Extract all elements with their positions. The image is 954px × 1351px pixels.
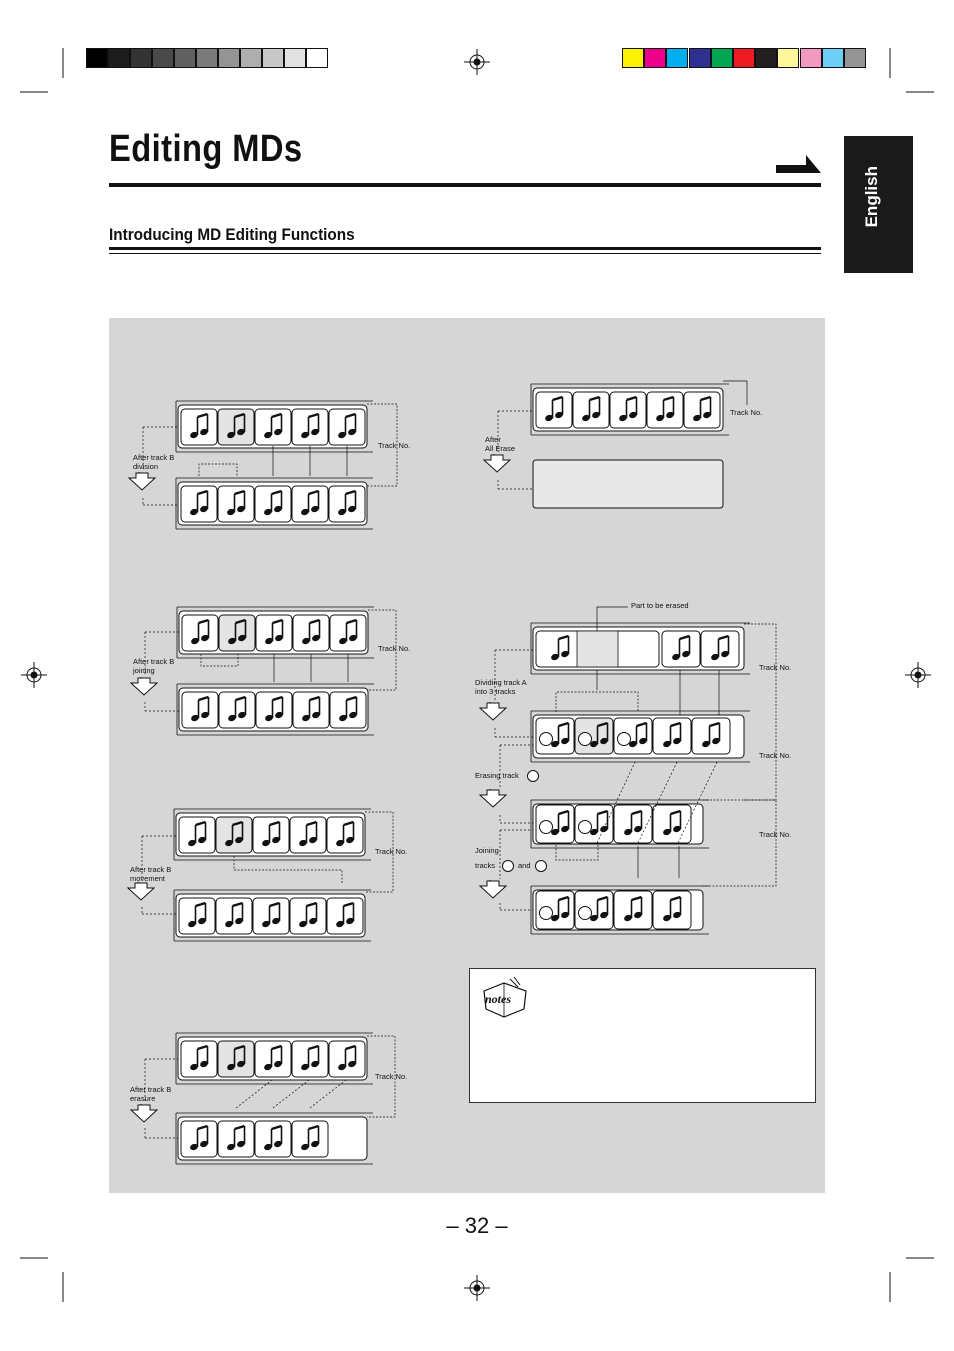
track-letter-circle — [540, 907, 553, 920]
tracks-label: tracks — [475, 861, 496, 870]
track-cell — [292, 486, 328, 522]
movement-label: After track B movement — [130, 865, 172, 883]
track-cell — [653, 805, 691, 843]
partial-track-label-3: Track No. — [759, 830, 792, 839]
track-cell — [290, 817, 326, 853]
track-cell — [327, 817, 363, 853]
track-letter-circle — [618, 733, 631, 746]
track-cell — [701, 631, 739, 667]
joining-label: After track B joining — [133, 657, 175, 675]
track-cell — [653, 718, 691, 754]
notes-box — [469, 968, 816, 1103]
svg-text:notes: notes — [485, 992, 512, 1006]
track-cell — [573, 392, 609, 428]
erasure-label: After track B erasure — [130, 1085, 172, 1103]
track-cell — [330, 615, 366, 651]
track-cell — [253, 817, 289, 853]
section-heading: Introducing MD Editing Functions — [109, 225, 355, 244]
track-cell — [219, 692, 255, 728]
track-cell — [182, 615, 218, 651]
track-cell — [327, 898, 363, 934]
track-letter-circle — [579, 907, 592, 920]
movement-track-label: Track No. — [375, 847, 408, 856]
track-cell — [329, 409, 365, 445]
track-cell — [292, 1041, 328, 1077]
track-cell — [181, 1041, 217, 1077]
track-cell — [662, 631, 700, 667]
erasing-track-label: Erasing track — [475, 771, 519, 780]
track-cell — [329, 1041, 365, 1077]
erasure-track-label: Track No. — [375, 1072, 408, 1081]
track-cell — [255, 1041, 291, 1077]
track-letter-circle — [540, 733, 553, 746]
division-label: After track B division — [133, 453, 175, 471]
track-letter-circle — [540, 821, 553, 834]
and-label: and — [518, 861, 531, 870]
track-cell — [614, 805, 652, 843]
track-cell — [293, 615, 329, 651]
all-erase-diagram — [484, 381, 747, 508]
track-cell — [181, 486, 217, 522]
track-cell — [216, 817, 252, 853]
track-cell — [182, 692, 218, 728]
track-letter-circle — [503, 861, 514, 872]
dividing-label: Dividing track A into 3 tracks — [475, 678, 527, 696]
all-erase-label: After All Erase — [485, 435, 516, 453]
empty-disc — [533, 460, 723, 508]
track-cell — [179, 898, 215, 934]
track-cell — [219, 615, 255, 651]
partial-erase-diagram — [480, 607, 776, 934]
track-cell — [181, 409, 217, 445]
track-cell — [536, 392, 572, 428]
partial-track-label-1: Track No. — [759, 663, 792, 672]
track-cell — [684, 392, 720, 428]
track-cell — [255, 486, 291, 522]
joining-track-label: Track No. — [378, 644, 411, 653]
part-to-be-erased-label: Part to be erased — [631, 601, 689, 610]
division-track-label: Track No. — [378, 441, 411, 450]
page-number: – 32 – — [446, 1213, 508, 1238]
track-cell — [653, 891, 691, 929]
partial-track-label-2: Track No. — [759, 751, 792, 760]
track-cell — [216, 898, 252, 934]
track-letter-circle — [579, 733, 592, 746]
track-cell — [647, 392, 683, 428]
track-cell — [181, 1121, 217, 1157]
track-cell — [610, 392, 646, 428]
track-cell — [329, 486, 365, 522]
track-cell — [218, 486, 254, 522]
track-cell — [218, 409, 254, 445]
page-title: Editing MDs — [109, 128, 303, 170]
track-cell — [614, 891, 652, 929]
track-cell — [179, 817, 215, 853]
track-cell — [255, 1121, 291, 1157]
track-cell — [293, 692, 329, 728]
track-letter-circle — [528, 771, 539, 782]
track-cell — [253, 898, 289, 934]
track-cell — [292, 409, 328, 445]
erase-section — [577, 631, 618, 667]
track-cell — [292, 1121, 328, 1157]
track-cell — [692, 718, 730, 754]
track-cell — [255, 409, 291, 445]
track-cell — [256, 692, 292, 728]
language-tab-label: English — [862, 166, 881, 228]
track-cell — [290, 898, 326, 934]
notes-icon — [480, 975, 530, 1019]
all-erase-track-label: Track No. — [730, 408, 763, 417]
track-cell — [256, 615, 292, 651]
track-cell — [330, 692, 366, 728]
track-cell — [218, 1121, 254, 1157]
track-letter-circle — [536, 861, 547, 872]
joining-partial-label: Joining — [475, 846, 499, 855]
track-cell — [218, 1041, 254, 1077]
track-letter-circle — [579, 821, 592, 834]
